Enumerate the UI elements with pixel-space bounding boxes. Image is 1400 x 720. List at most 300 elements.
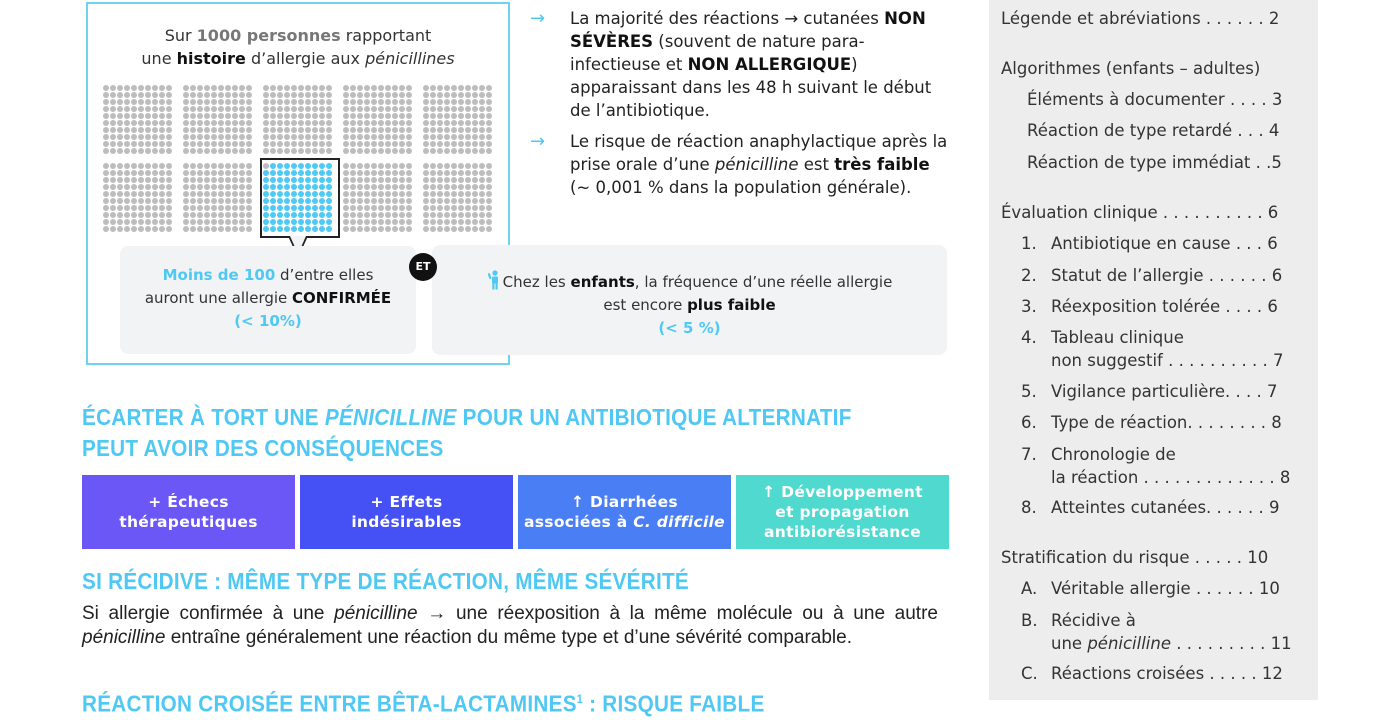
person-dot bbox=[430, 99, 436, 105]
person-dot bbox=[211, 99, 217, 105]
person-dot bbox=[357, 198, 363, 204]
person-dot bbox=[270, 219, 276, 225]
person-dot bbox=[444, 106, 450, 112]
person-dot bbox=[350, 85, 356, 91]
person-dot bbox=[357, 85, 363, 91]
person-dot bbox=[458, 148, 464, 154]
person-dot bbox=[364, 163, 370, 169]
person-dot bbox=[152, 163, 158, 169]
toc-entry[interactable] bbox=[1001, 57, 1260, 80]
footnote-ref[interactable]: 1 bbox=[576, 692, 584, 706]
title-text: rapportant bbox=[340, 26, 432, 45]
person-dot bbox=[190, 191, 196, 197]
person-dot bbox=[131, 184, 137, 190]
person-dot bbox=[406, 226, 412, 232]
person-dot bbox=[110, 99, 116, 105]
person-dot bbox=[312, 212, 318, 218]
person-dot bbox=[465, 85, 471, 91]
person-dot bbox=[131, 177, 137, 183]
person-dot bbox=[437, 191, 443, 197]
toc-entry[interactable] bbox=[1027, 151, 1282, 174]
person-dot bbox=[392, 226, 398, 232]
person-dot bbox=[406, 184, 412, 190]
person-dot bbox=[305, 113, 311, 119]
person-dot bbox=[284, 141, 290, 147]
person-dot bbox=[183, 226, 189, 232]
toc-entry[interactable] bbox=[1027, 88, 1282, 111]
person-dot bbox=[319, 106, 325, 112]
toc-entry[interactable] bbox=[1021, 443, 1290, 489]
person-dot bbox=[263, 85, 269, 91]
toc-entry[interactable] bbox=[1021, 411, 1282, 434]
person-dot bbox=[385, 212, 391, 218]
arrow-right-icon: → bbox=[530, 131, 546, 152]
person-dot bbox=[472, 191, 478, 197]
box-line: ↑ Diarrhées bbox=[571, 493, 678, 511]
box-line: associées à bbox=[524, 513, 634, 531]
person-dot bbox=[399, 226, 405, 232]
person-dot bbox=[423, 191, 429, 197]
person-dot bbox=[465, 148, 471, 154]
person-dot bbox=[486, 134, 492, 140]
person-dot bbox=[225, 106, 231, 112]
person-dot bbox=[183, 191, 189, 197]
person-dot bbox=[378, 106, 384, 112]
person-dot bbox=[406, 198, 412, 204]
person-dot bbox=[284, 170, 290, 176]
toc-label: Stratification du risque . . . . . 10 bbox=[1001, 548, 1269, 567]
person-dot bbox=[218, 219, 224, 225]
person-dot bbox=[378, 148, 384, 154]
person-dot bbox=[232, 134, 238, 140]
person-dot bbox=[225, 177, 231, 183]
person-dot bbox=[343, 113, 349, 119]
infographic-title bbox=[88, 24, 508, 70]
person-dot bbox=[204, 177, 210, 183]
person-dot bbox=[270, 127, 276, 133]
person-dot bbox=[312, 219, 318, 225]
toc-number: A. bbox=[1021, 579, 1038, 598]
person-dot bbox=[291, 85, 297, 91]
person-dot bbox=[183, 120, 189, 126]
person-dot bbox=[399, 113, 405, 119]
person-dot bbox=[117, 191, 123, 197]
person-dot bbox=[277, 92, 283, 98]
person-dot bbox=[152, 205, 158, 211]
toc-number: C. bbox=[1021, 664, 1038, 683]
person-dot bbox=[152, 99, 158, 105]
person-dot bbox=[298, 106, 304, 112]
person-dot bbox=[430, 177, 436, 183]
person-dot bbox=[197, 106, 203, 112]
person-dot bbox=[364, 219, 370, 225]
person-dot bbox=[392, 113, 398, 119]
person-dot bbox=[451, 99, 457, 105]
person-dot bbox=[364, 148, 370, 154]
person-dot bbox=[298, 205, 304, 211]
toc-entry[interactable] bbox=[1027, 119, 1279, 142]
person-dot bbox=[117, 113, 123, 119]
toc-label: Légende et abréviations . . . . . . 2 bbox=[1001, 9, 1280, 28]
person-dot bbox=[232, 120, 238, 126]
person-dot bbox=[392, 163, 398, 169]
person-dot bbox=[371, 99, 377, 105]
person-dot bbox=[131, 85, 137, 91]
person-dot bbox=[246, 219, 252, 225]
person-dot bbox=[350, 191, 356, 197]
person-dot bbox=[305, 120, 311, 126]
person-dot bbox=[437, 120, 443, 126]
person-dot bbox=[183, 92, 189, 98]
person-dot bbox=[197, 141, 203, 147]
person-dot bbox=[211, 134, 217, 140]
person-dot bbox=[444, 198, 450, 204]
person-dot bbox=[225, 92, 231, 98]
toc-label: Type de réaction. . . . . . . . 8 bbox=[1051, 413, 1282, 432]
person-dot bbox=[152, 226, 158, 232]
person-dot bbox=[350, 106, 356, 112]
person-dot bbox=[117, 177, 123, 183]
person-dot bbox=[305, 219, 311, 225]
person-dot bbox=[378, 85, 384, 91]
person-dot bbox=[451, 205, 457, 211]
person-dot bbox=[371, 191, 377, 197]
person-dot bbox=[392, 127, 398, 133]
person-dot bbox=[131, 170, 137, 176]
person-dot bbox=[430, 106, 436, 112]
person-dot bbox=[385, 141, 391, 147]
person-dot bbox=[218, 106, 224, 112]
person-dot bbox=[159, 99, 165, 105]
person-dot bbox=[298, 177, 304, 183]
person-dot bbox=[131, 134, 137, 140]
person-dot bbox=[319, 191, 325, 197]
person-dot bbox=[204, 163, 210, 169]
person-dot bbox=[138, 205, 144, 211]
person-dot bbox=[343, 205, 349, 211]
person-dot bbox=[152, 184, 158, 190]
person-dot bbox=[371, 141, 377, 147]
person-dot bbox=[343, 120, 349, 126]
person-dot bbox=[312, 85, 318, 91]
person-dot bbox=[183, 219, 189, 225]
person-dot bbox=[458, 212, 464, 218]
person-dot bbox=[486, 92, 492, 98]
person-dot bbox=[392, 106, 398, 112]
toc-entry[interactable] bbox=[1021, 264, 1282, 287]
person-dot bbox=[472, 85, 478, 91]
person-dot bbox=[124, 99, 130, 105]
person-dot bbox=[451, 198, 457, 204]
box-line: ↑ Développement bbox=[762, 483, 923, 501]
person-dot bbox=[451, 85, 457, 91]
person-dot bbox=[312, 141, 318, 147]
person-dot bbox=[246, 134, 252, 140]
person-dot bbox=[246, 85, 252, 91]
callout-percent: (< 5 %) bbox=[658, 319, 721, 337]
person-dot bbox=[211, 226, 217, 232]
toc-entry[interactable] bbox=[1021, 295, 1278, 318]
person-dot bbox=[326, 205, 332, 211]
person-dot bbox=[190, 127, 196, 133]
person-dot bbox=[378, 205, 384, 211]
person-dot bbox=[472, 106, 478, 112]
person-dot bbox=[232, 85, 238, 91]
person-dot bbox=[190, 99, 196, 105]
person-dot bbox=[124, 184, 130, 190]
person-dot bbox=[343, 148, 349, 154]
dot-block bbox=[262, 84, 332, 154]
toc-entry[interactable] bbox=[1021, 232, 1278, 255]
person-dot bbox=[378, 113, 384, 119]
person-dot bbox=[399, 148, 405, 154]
person-dot bbox=[371, 198, 377, 204]
person-dot bbox=[465, 170, 471, 176]
person-dot bbox=[357, 127, 363, 133]
person-dot bbox=[378, 99, 384, 105]
person-dot bbox=[385, 120, 391, 126]
person-dot bbox=[385, 219, 391, 225]
person-dot bbox=[166, 99, 172, 105]
person-dot bbox=[364, 113, 370, 119]
person-dot bbox=[138, 219, 144, 225]
person-dot bbox=[444, 184, 450, 190]
person-dot bbox=[166, 212, 172, 218]
person-dot bbox=[197, 120, 203, 126]
person-dot bbox=[103, 184, 109, 190]
person-dot bbox=[371, 127, 377, 133]
callout-text: auront une allergie bbox=[144, 289, 293, 307]
person-dot bbox=[263, 141, 269, 147]
person-dot bbox=[239, 120, 245, 126]
person-dot bbox=[472, 134, 478, 140]
person-dot bbox=[319, 219, 325, 225]
person-dot bbox=[270, 163, 276, 169]
person-dot bbox=[378, 191, 384, 197]
person-dot bbox=[211, 198, 217, 204]
person-dot bbox=[218, 205, 224, 211]
person-dot bbox=[479, 212, 485, 218]
person-dot bbox=[486, 141, 492, 147]
person-dot bbox=[465, 141, 471, 147]
recidive-paragraph bbox=[82, 602, 938, 650]
person-dot bbox=[326, 191, 332, 197]
person-dot bbox=[312, 170, 318, 176]
person-dot bbox=[232, 170, 238, 176]
toc-entry[interactable] bbox=[1001, 7, 1279, 30]
person-dot bbox=[131, 205, 137, 211]
person-dot bbox=[138, 191, 144, 197]
dot-block bbox=[422, 84, 492, 154]
person-dot bbox=[312, 191, 318, 197]
person-dot bbox=[399, 205, 405, 211]
person-dot bbox=[131, 163, 137, 169]
person-dot bbox=[277, 212, 283, 218]
person-dot bbox=[152, 85, 158, 91]
toc-label: Statut de l’allergie . . . . . . 6 bbox=[1051, 266, 1283, 285]
person-dot bbox=[305, 134, 311, 140]
person-dot bbox=[385, 177, 391, 183]
person-dot bbox=[159, 127, 165, 133]
person-dot bbox=[406, 134, 412, 140]
person-dot bbox=[305, 141, 311, 147]
person-dot bbox=[239, 212, 245, 218]
person-dot bbox=[326, 184, 332, 190]
person-dot bbox=[326, 106, 332, 112]
italic-text: pénicilline bbox=[334, 603, 418, 624]
person-dot bbox=[218, 127, 224, 133]
arrow-right-icon: → bbox=[530, 8, 546, 29]
person-dot bbox=[270, 191, 276, 197]
person-dot bbox=[364, 99, 370, 105]
person-dot bbox=[218, 141, 224, 147]
person-dot bbox=[486, 191, 492, 197]
person-dot bbox=[357, 106, 363, 112]
person-dot bbox=[218, 191, 224, 197]
person-dot bbox=[110, 226, 116, 232]
person-dot bbox=[138, 127, 144, 133]
person-dot bbox=[145, 205, 151, 211]
toc-entry[interactable] bbox=[1001, 546, 1268, 569]
toc-number: 8. bbox=[1021, 498, 1037, 517]
person-dot bbox=[110, 198, 116, 204]
person-dot bbox=[211, 219, 217, 225]
toc-entry[interactable] bbox=[1021, 496, 1280, 519]
person-dot bbox=[458, 205, 464, 211]
person-dot bbox=[399, 120, 405, 126]
person-dot bbox=[319, 226, 325, 232]
person-dot bbox=[166, 106, 172, 112]
toc-entry[interactable] bbox=[1021, 662, 1283, 685]
person-dot bbox=[437, 148, 443, 154]
person-dot bbox=[166, 148, 172, 154]
person-dot bbox=[486, 106, 492, 112]
person-dot bbox=[218, 198, 224, 204]
person-dot bbox=[291, 99, 297, 105]
person-dot bbox=[319, 99, 325, 105]
person-dot bbox=[319, 127, 325, 133]
person-dot bbox=[371, 170, 377, 176]
person-dot bbox=[291, 127, 297, 133]
person-dot bbox=[385, 205, 391, 211]
toc-entry[interactable] bbox=[1021, 609, 1292, 655]
person-dot bbox=[218, 120, 224, 126]
person-dot bbox=[246, 92, 252, 98]
person-dot bbox=[437, 85, 443, 91]
toc-number: 7. bbox=[1021, 445, 1037, 464]
person-dot bbox=[458, 170, 464, 176]
person-dot bbox=[465, 127, 471, 133]
person-dot bbox=[232, 163, 238, 169]
person-dot bbox=[124, 198, 130, 204]
person-dot bbox=[371, 219, 377, 225]
toc-entry[interactable] bbox=[1021, 577, 1280, 600]
person-dot bbox=[117, 85, 123, 91]
person-dot bbox=[423, 177, 429, 183]
person-dot bbox=[430, 141, 436, 147]
person-dot bbox=[204, 85, 210, 91]
person-dot bbox=[211, 127, 217, 133]
callout-bold: enfants bbox=[570, 273, 635, 291]
person-dot bbox=[183, 170, 189, 176]
person-dot bbox=[103, 163, 109, 169]
person-dot bbox=[124, 148, 130, 154]
person-dot bbox=[232, 148, 238, 154]
person-dot bbox=[298, 99, 304, 105]
person-dot bbox=[291, 177, 297, 183]
person-dot bbox=[385, 148, 391, 154]
person-dot bbox=[305, 106, 311, 112]
person-dot bbox=[423, 198, 429, 204]
person-dot bbox=[319, 184, 325, 190]
person-dot bbox=[166, 113, 172, 119]
person-dot bbox=[472, 177, 478, 183]
person-dot bbox=[399, 163, 405, 169]
person-dot bbox=[197, 191, 203, 197]
person-dot bbox=[138, 141, 144, 147]
person-dot bbox=[110, 127, 116, 133]
person-dot bbox=[103, 92, 109, 98]
person-dot bbox=[444, 226, 450, 232]
toc-label: Éléments à documenter . . . . 3 bbox=[1027, 90, 1283, 109]
person-dot bbox=[486, 99, 492, 105]
person-dot bbox=[430, 127, 436, 133]
person-dot bbox=[451, 120, 457, 126]
person-dot bbox=[378, 170, 384, 176]
person-dot bbox=[326, 113, 332, 119]
person-dot bbox=[145, 127, 151, 133]
person-dot bbox=[263, 113, 269, 119]
person-dot bbox=[218, 184, 224, 190]
person-dot bbox=[385, 170, 391, 176]
person-dot bbox=[284, 198, 290, 204]
person-dot bbox=[357, 184, 363, 190]
person-dot bbox=[110, 134, 116, 140]
person-dot bbox=[190, 226, 196, 232]
person-dot bbox=[159, 219, 165, 225]
person-dot bbox=[152, 198, 158, 204]
person-dot bbox=[225, 99, 231, 105]
person-dot bbox=[239, 226, 245, 232]
person-dot bbox=[246, 120, 252, 126]
person-dot bbox=[350, 113, 356, 119]
toc-entry[interactable] bbox=[1021, 326, 1284, 372]
person-dot bbox=[103, 141, 109, 147]
person-dot bbox=[145, 92, 151, 98]
person-dot bbox=[246, 148, 252, 154]
person-dot bbox=[371, 163, 377, 169]
person-dot bbox=[364, 120, 370, 126]
person-dot bbox=[211, 170, 217, 176]
person-dot bbox=[246, 163, 252, 169]
toc-entry[interactable] bbox=[1001, 201, 1278, 224]
person-dot bbox=[465, 219, 471, 225]
person-dot bbox=[197, 177, 203, 183]
toc-entry[interactable] bbox=[1021, 380, 1278, 403]
person-dot bbox=[406, 170, 412, 176]
person-dot bbox=[319, 177, 325, 183]
person-dot bbox=[437, 113, 443, 119]
key-facts-list bbox=[530, 7, 950, 207]
person-dot bbox=[343, 163, 349, 169]
person-dot bbox=[138, 106, 144, 112]
person-dot bbox=[378, 219, 384, 225]
person-dot bbox=[197, 212, 203, 218]
toc-number: 4. bbox=[1021, 328, 1037, 347]
person-dot bbox=[218, 99, 224, 105]
consequence-therapeutic-failure bbox=[82, 475, 295, 549]
person-dot bbox=[246, 226, 252, 232]
